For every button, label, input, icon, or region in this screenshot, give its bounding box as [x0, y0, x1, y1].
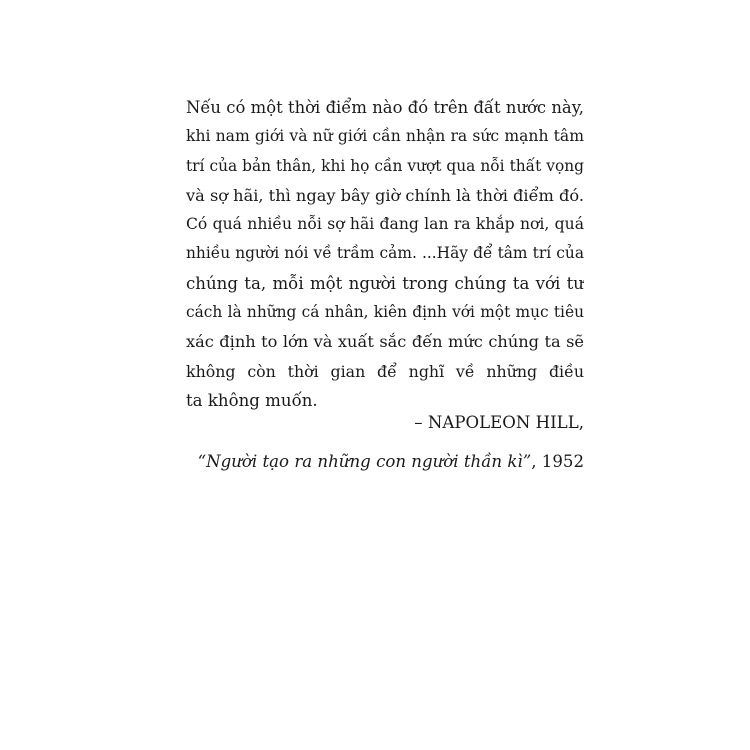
quote-paragraph [186, 93, 584, 415]
quote-line: Nếu có một thời điểm nào đó trên đất nước này, [186, 98, 584, 117]
quote-source [198, 447, 584, 476]
quote-author: – NAPOLEON HILL, [414, 413, 584, 432]
quote-line: cách là những cá nhân, kiên định với một mục tiêu [186, 303, 584, 322]
quote-line: không còn thời gian để nghĩ về những điều [186, 361, 584, 381]
quote-line: chúng ta, mỗi một người trong chúng ta với tư [186, 273, 584, 293]
book-title: “Người tạo ra những con người thần kì” [197, 452, 532, 471]
quote-line: trí của bản thân, khi họ cần vượt qua nỗi thất vọng [186, 156, 584, 175]
publication-year: , 1952 [531, 452, 584, 471]
quote-line-last: ta không muốn. [186, 390, 318, 410]
quote-line: Có quá nhiều nỗi sợ hãi đang lan ra khắp nơi, quá [186, 215, 584, 234]
quote-line: xác định to lớn và xuất sắc đến mức chúng ta sẽ [186, 332, 584, 352]
quote-line: nhiều người nói về trầm cảm. ...Hãy để tâm trí của [186, 244, 584, 263]
quote-line: khi nam giới và nữ giới cần nhận ra sức mạnh tâm [186, 127, 584, 146]
quote-line: và sợ hãi, thì ngay bây giờ chính là thời điểm đó. [186, 185, 584, 205]
